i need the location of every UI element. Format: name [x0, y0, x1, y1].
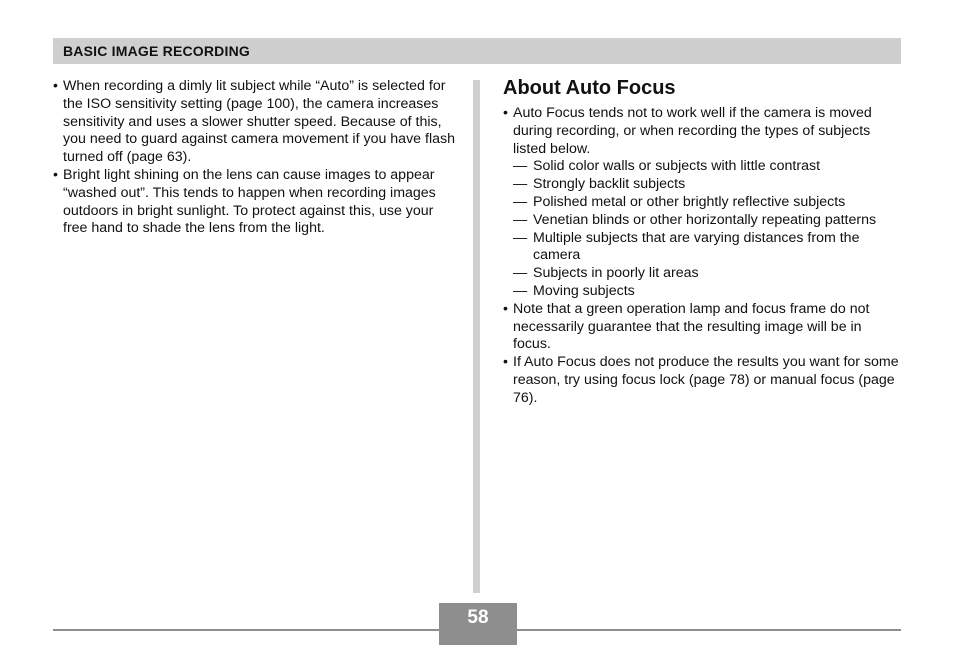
list-item: • Bright light shining on the lens can cause images to appear “washed out”. This tends to happen when recording images outdoors in bright sunlight. To protect against this, use your free hand to shade the lens from the light. — [53, 167, 458, 238]
right-column — [503, 76, 903, 408]
section-header-title: BASIC IMAGE RECORDING — [63, 43, 250, 59]
dash-marker: — — [513, 282, 528, 299]
subject-item: — Strongly backlit subjects — [513, 176, 686, 193]
dash-marker: — — [513, 176, 528, 193]
dash-marker: — — [513, 229, 528, 246]
page-number-box — [439, 603, 517, 645]
subject-item: — Venetian blinds or other horizontally repeating patterns — [513, 211, 877, 228]
dash-marker: — — [513, 211, 528, 228]
list-item: • Note that a green operation lamp and focus frame do not necessarily guarantee that the resulting image will be in focus. — [503, 301, 903, 354]
list-item — [503, 105, 903, 301]
left-bullet-list — [53, 78, 458, 238]
section-title: About Auto Focus — [503, 77, 676, 99]
dash-marker: — — [513, 193, 528, 210]
intro-text: Auto Focus tends not to work well if the camera is moved during recording, or when recording the types of subjects listed below. — [513, 105, 872, 157]
subject-item: — Subjects in poorly lit areas — [513, 265, 699, 282]
subject-item: — Moving subjects — [513, 282, 635, 299]
section-header-bar — [53, 38, 901, 64]
list-item: • If Auto Focus does not produce the results you want for some reason, try using focus lock (page 78) or manual focus (page 76). — [503, 354, 903, 407]
list-item: • When recording a dimly lit subject while “Auto” is selected for the ISO sensitivity setting (page 100), the camera increases sensitivity and uses a slower shutter speed. Because of this, you need to guard against camera movement if you have flash turned off (page 63). — [53, 78, 458, 167]
left-column — [53, 78, 458, 238]
subject-list — [513, 158, 903, 300]
dash-marker: — — [513, 265, 528, 282]
right-bullet-list — [503, 105, 903, 408]
subject-item: — Polished metal or other brightly reflective subjects — [513, 193, 846, 210]
page-number: 58 — [467, 607, 489, 628]
subject-item: — Multiple subjects that are varying distances from the camera — [513, 229, 860, 264]
column-divider — [473, 80, 480, 593]
subject-item: — Solid color walls or subjects with little contrast — [513, 158, 821, 175]
dash-marker: — — [513, 158, 528, 175]
